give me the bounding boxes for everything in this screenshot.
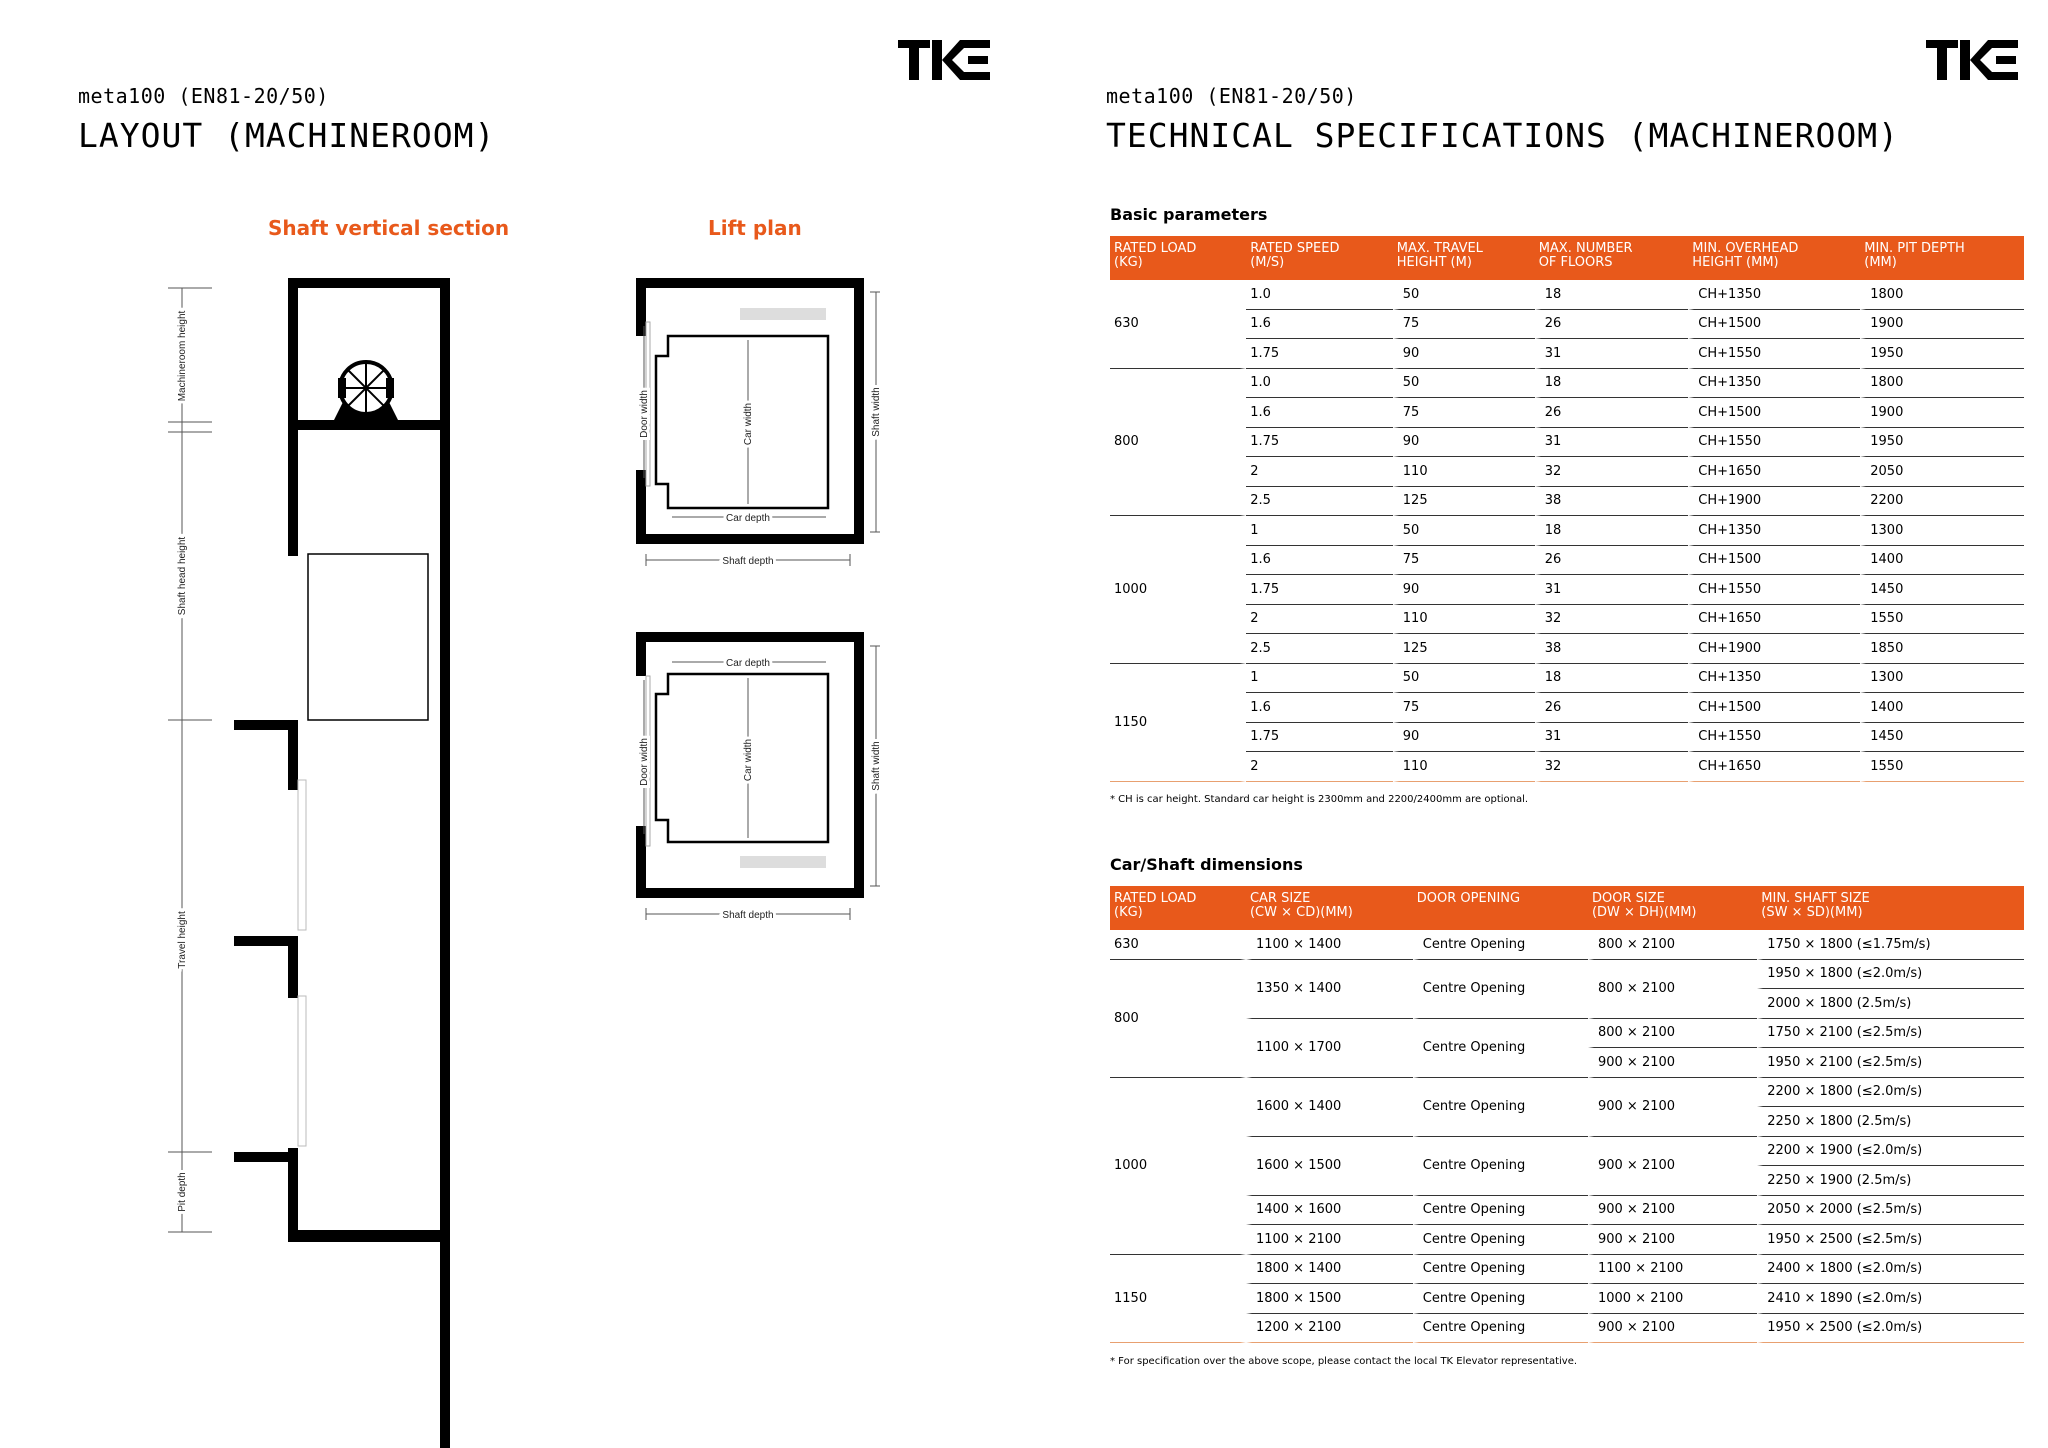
header-line: (KG) [1114, 255, 1143, 270]
shaft-size-cell: 2250 × 1900 (2.5m/s) [1757, 1166, 2024, 1196]
door-opening-cell: Centre Opening [1413, 1019, 1588, 1078]
table-cell: 1300 [1860, 516, 2024, 546]
table-cell: 75 [1393, 398, 1535, 428]
header-line: MIN. OVERHEAD [1692, 241, 1799, 256]
car-size-cell: 1100 × 1700 [1246, 1019, 1413, 1078]
shaft-size-cell: 2200 × 1900 (≤2.0m/s) [1757, 1137, 2024, 1167]
table-row [1110, 1255, 2024, 1285]
shaft-size-cell: 1950 × 2100 (≤2.5m/s) [1757, 1048, 2024, 1078]
table-cell: 1450 [1860, 575, 2024, 605]
table-cell: 125 [1393, 487, 1535, 517]
table-cell: 1.6 [1246, 398, 1393, 428]
plan-top-shaft-depth-label: Shaft depth [722, 556, 774, 567]
header-line: RATED SPEED [1250, 241, 1340, 256]
product-subtitle: meta100 (EN81-20/50) [78, 84, 329, 108]
table-cell: 1.75 [1246, 428, 1393, 458]
header-line: (M/S) [1250, 255, 1285, 270]
table-cell: 2 [1246, 752, 1393, 782]
door-size-cell: 800 × 2100 [1588, 930, 1757, 960]
landing-door-1 [298, 780, 306, 930]
table-row [1110, 339, 2024, 369]
car-size-cell: 1600 × 1500 [1246, 1137, 1413, 1196]
table-row [1110, 960, 2024, 990]
rated-load-cell: 1000 [1110, 516, 1246, 664]
table-cell: 18 [1535, 280, 1689, 310]
table-cell: 1850 [1860, 634, 2024, 664]
door-size-cell: 800 × 2100 [1588, 1019, 1757, 1049]
table-row [1110, 428, 2024, 458]
header-line: (SW × SD)(MM) [1761, 905, 1863, 920]
dims-header-4 [1757, 886, 2024, 930]
door-size-cell: 1000 × 2100 [1588, 1284, 1757, 1314]
table-cell: 1950 [1860, 339, 2024, 369]
header-line: RATED LOAD [1114, 891, 1197, 906]
dims-header-2 [1413, 886, 1588, 930]
table-cell: 18 [1535, 516, 1689, 546]
header-line: RATED LOAD [1114, 241, 1197, 256]
table-cell: CH+1650 [1688, 605, 1860, 635]
table-cell: 110 [1393, 752, 1535, 782]
basic-footnote: * CH is car height. Standard car height is 2300mm and 2200/2400mm are optional. [1110, 794, 1529, 805]
table-cell: CH+1500 [1688, 398, 1860, 428]
table-cell: 1.6 [1246, 310, 1393, 340]
table-row [1110, 1137, 2024, 1167]
door-size-cell: 900 × 2100 [1588, 1225, 1757, 1255]
page-title: TECHNICAL SPECIFICATIONS (MACHINEROOM) [1106, 116, 1899, 155]
car-size-cell: 1100 × 2100 [1246, 1225, 1413, 1255]
car-size-cell: 1800 × 1400 [1246, 1255, 1413, 1285]
table-cell: 1450 [1860, 723, 2024, 753]
car-size-cell: 1400 × 1600 [1246, 1196, 1413, 1226]
table-cell: 18 [1535, 369, 1689, 399]
rated-load-cell: 630 [1110, 930, 1246, 960]
door-size-cell: 900 × 2100 [1588, 1314, 1757, 1344]
header-line: (DW × DH)(MM) [1591, 905, 1697, 920]
door-opening-cell: Centre Opening [1413, 1137, 1588, 1196]
plan-top-car-depth-label: Car depth [726, 513, 770, 524]
dims-header-0 [1110, 886, 1246, 930]
table-cell: 26 [1535, 398, 1689, 428]
table-cell: 1950 [1860, 428, 2024, 458]
table-cell: 1 [1246, 664, 1393, 694]
product-subtitle: meta100 (EN81-20/50) [1106, 84, 1357, 108]
pit-depth-label: Pit depth [177, 1172, 188, 1212]
table-row [1110, 930, 2024, 960]
table-cell: 1.75 [1246, 723, 1393, 753]
table-cell: 50 [1393, 280, 1535, 310]
table-cell: 18 [1535, 664, 1689, 694]
header-line: MAX. TRAVEL [1396, 241, 1483, 256]
table-row [1110, 1225, 2024, 1255]
table-cell: 1900 [1860, 310, 2024, 340]
rated-load-cell: 800 [1110, 369, 1246, 517]
table-cell: CH+1350 [1688, 664, 1860, 694]
table-cell: 31 [1535, 428, 1689, 458]
basic-header-5 [1860, 236, 2024, 280]
shaft-size-cell: 1950 × 2500 (≤2.5m/s) [1757, 1225, 2024, 1255]
header-line: HEIGHT (M) [1396, 255, 1472, 270]
table-cell: CH+1900 [1688, 634, 1860, 664]
door-size-cell: 900 × 2100 [1588, 1078, 1757, 1137]
plan-bottom-door-width-label: Door width [639, 738, 650, 786]
rated-load-cell: 1150 [1110, 664, 1246, 782]
table-cell: 1300 [1860, 664, 2024, 694]
table-cell: 90 [1393, 723, 1535, 753]
table-cell: 38 [1535, 634, 1689, 664]
shaft-size-cell: 2410 × 1890 (≤2.0m/s) [1757, 1284, 2024, 1314]
dims-header-1 [1246, 886, 1413, 930]
table-row [1110, 280, 2024, 310]
header-line: MIN. SHAFT SIZE [1761, 891, 1870, 906]
table-cell: CH+1550 [1688, 575, 1860, 605]
shaft-size-cell: 2050 × 2000 (≤2.5m/s) [1757, 1196, 2024, 1226]
specifications-page [1024, 0, 2048, 1448]
table-cell: CH+1650 [1688, 752, 1860, 782]
lift-car [308, 554, 428, 720]
plan-bottom-shaft-depth-label: Shaft depth [722, 910, 774, 921]
table-cell: 1.0 [1246, 280, 1393, 310]
basic-parameters-title: Basic parameters [1110, 205, 1268, 224]
table-cell: CH+1350 [1688, 516, 1860, 546]
tke-logo [1926, 40, 2018, 80]
page-title: LAYOUT (MACHINEROOM) [78, 116, 496, 155]
header-line: MAX. NUMBER [1538, 241, 1633, 256]
header-line: (KG) [1114, 905, 1143, 920]
table-cell: 2.5 [1246, 487, 1393, 517]
table-cell: 1900 [1860, 398, 2024, 428]
car-size-cell: 1200 × 2100 [1246, 1314, 1413, 1344]
door-opening-cell: Centre Opening [1413, 1314, 1588, 1344]
table-cell: CH+1650 [1688, 457, 1860, 487]
vertical-section-heading: Shaft vertical section [268, 216, 510, 240]
shaft-size-cell: 2400 × 1800 (≤2.0m/s) [1757, 1255, 2024, 1285]
table-cell: CH+1550 [1688, 428, 1860, 458]
door-size-cell: 900 × 2100 [1588, 1196, 1757, 1226]
table-cell: 2.5 [1246, 634, 1393, 664]
table-cell: 110 [1393, 605, 1535, 635]
table-cell: 1 [1246, 516, 1393, 546]
table-cell: 32 [1535, 752, 1689, 782]
dims-footnote: * For specification over the above scope, please contact the local TK Elevator representative. [1110, 1356, 1578, 1367]
table-row [1110, 457, 2024, 487]
basic-parameters-table [1110, 236, 2024, 782]
table-cell: 75 [1393, 546, 1535, 576]
plan-top-door-width-label: Door width [639, 390, 650, 438]
shaft-size-cell: 2200 × 1800 (≤2.0m/s) [1757, 1078, 2024, 1108]
car-size-cell: 1600 × 1400 [1246, 1078, 1413, 1137]
lift-plan-bottom [636, 632, 880, 920]
table-cell: CH+1350 [1688, 280, 1860, 310]
table-cell: 1.75 [1246, 339, 1393, 369]
plan-top-shaft-width-label: Shaft width [871, 387, 882, 437]
table-row [1110, 1019, 2024, 1049]
door-opening-cell: Centre Opening [1413, 1255, 1588, 1285]
table-cell: 110 [1393, 457, 1535, 487]
rated-load-cell: 1000 [1110, 1078, 1246, 1255]
rated-load-cell: 800 [1110, 960, 1246, 1078]
table-row [1110, 310, 2024, 340]
table-row [1110, 693, 2024, 723]
plan-bottom-car-depth-label: Car depth [726, 658, 770, 669]
plan-bottom-car-width-label: Car width [743, 738, 754, 782]
landing-door-2 [298, 996, 306, 1146]
header-line: (MM) [1864, 255, 1897, 270]
basic-header-1 [1246, 236, 1393, 280]
table-cell: 1.6 [1246, 693, 1393, 723]
car-shaft-dimensions-title: Car/Shaft dimensions [1110, 855, 1303, 874]
table-cell: 75 [1393, 693, 1535, 723]
table-row [1110, 1196, 2024, 1226]
header-line: DOOR OPENING [1416, 891, 1521, 906]
table-row [1110, 752, 2024, 782]
table-row [1110, 516, 2024, 546]
rated-load-cell: 1150 [1110, 1255, 1246, 1344]
table-row [1110, 723, 2024, 753]
shaft-size-cell: 2000 × 1800 (2.5m/s) [1757, 989, 2024, 1019]
table-cell: CH+1500 [1688, 546, 1860, 576]
table-cell: CH+1900 [1688, 487, 1860, 517]
table-cell: 32 [1535, 605, 1689, 635]
header-line: CAR SIZE [1249, 891, 1311, 906]
table-cell: 31 [1535, 339, 1689, 369]
header-line: (CW × CD)(MM) [1249, 905, 1353, 920]
table-cell: 90 [1393, 575, 1535, 605]
door-size-cell: 1100 × 2100 [1588, 1255, 1757, 1285]
table-cell: 2 [1246, 605, 1393, 635]
door-opening-cell: Centre Opening [1413, 1196, 1588, 1226]
table-row [1110, 487, 2024, 517]
header-line: MIN. PIT DEPTH [1864, 241, 1965, 256]
table-cell: 90 [1393, 339, 1535, 369]
table-cell: 1800 [1860, 280, 2024, 310]
door-opening-cell: Centre Opening [1413, 1078, 1588, 1137]
table-cell: CH+1500 [1688, 310, 1860, 340]
door-size-cell: 900 × 2100 [1588, 1048, 1757, 1078]
table-cell: 26 [1535, 693, 1689, 723]
table-row [1110, 398, 2024, 428]
table-cell: 1.75 [1246, 575, 1393, 605]
travel-height-label: Travel height [177, 911, 188, 969]
header-line: OF FLOORS [1538, 255, 1613, 270]
table-cell: 31 [1535, 723, 1689, 753]
basic-header-3 [1535, 236, 1689, 280]
shaft-vertical-section [234, 278, 450, 1448]
table-row [1110, 605, 2024, 635]
door-size-cell: 800 × 2100 [1588, 960, 1757, 1019]
door-size-cell: 900 × 2100 [1588, 1137, 1757, 1196]
shaft-size-cell: 1950 × 1800 (≤2.0m/s) [1757, 960, 2024, 990]
door-opening-cell: Centre Opening [1413, 1284, 1588, 1314]
table-cell: 32 [1535, 457, 1689, 487]
shaft-head-height-label: Shaft head height [177, 536, 188, 616]
table-cell: 90 [1393, 428, 1535, 458]
lift-plan-heading: Lift plan [708, 216, 802, 240]
shaft-size-cell: 1750 × 2100 (≤2.5m/s) [1757, 1019, 2024, 1049]
table-cell: 75 [1393, 310, 1535, 340]
door-opening-cell: Centre Opening [1413, 960, 1588, 1019]
table-row [1110, 664, 2024, 694]
table-cell: 50 [1393, 516, 1535, 546]
car-shaft-dimensions-table [1110, 886, 2024, 1343]
shaft-size-cell: 2250 × 1800 (2.5m/s) [1757, 1107, 2024, 1137]
car-size-cell: 1800 × 1500 [1246, 1284, 1413, 1314]
table-cell: 26 [1535, 310, 1689, 340]
table-row [1110, 575, 2024, 605]
table-cell: 1.0 [1246, 369, 1393, 399]
plan-bottom-shaft-width-label: Shaft width [871, 741, 882, 791]
table-cell: 50 [1393, 369, 1535, 399]
basic-header-2 [1393, 236, 1535, 280]
table-row [1110, 1284, 2024, 1314]
table-cell: CH+1350 [1688, 369, 1860, 399]
table-cell: 1550 [1860, 752, 2024, 782]
plan-top-car-width-label: Car width [743, 402, 754, 446]
table-row [1110, 546, 2024, 576]
traction-machine-icon [334, 362, 398, 420]
dims-header-3 [1588, 886, 1757, 930]
vertical-dimension-line [168, 288, 212, 1232]
door-opening-cell: Centre Opening [1413, 1225, 1588, 1255]
table-cell: 2050 [1860, 457, 2024, 487]
machineroom-height-label: Machineroom height [177, 310, 188, 402]
rated-load-cell: 630 [1110, 280, 1246, 369]
door-opening-cell: Centre Opening [1413, 930, 1588, 960]
header-line: DOOR SIZE [1591, 891, 1665, 906]
table-cell: CH+1500 [1688, 693, 1860, 723]
table-cell: 1550 [1860, 605, 2024, 635]
table-cell: 31 [1535, 575, 1689, 605]
table-row [1110, 369, 2024, 399]
table-row [1110, 1314, 2024, 1344]
table-cell: 2 [1246, 457, 1393, 487]
table-cell: 1800 [1860, 369, 2024, 399]
table-cell: 50 [1393, 664, 1535, 694]
car-size-cell: 1100 × 1400 [1246, 930, 1413, 960]
table-cell: 1400 [1860, 546, 2024, 576]
header-line: HEIGHT (MM) [1692, 255, 1779, 270]
car-size-cell: 1350 × 1400 [1246, 960, 1413, 1019]
shaft-size-cell: 1950 × 2500 (≤2.0m/s) [1757, 1314, 2024, 1344]
table-cell: 125 [1393, 634, 1535, 664]
table-cell: 1400 [1860, 693, 2024, 723]
table-cell: 38 [1535, 487, 1689, 517]
table-cell: 1.6 [1246, 546, 1393, 576]
table-cell: CH+1550 [1688, 339, 1860, 369]
table-cell: CH+1550 [1688, 723, 1860, 753]
shaft-size-cell: 1750 × 1800 (≤1.75m/s) [1757, 930, 2024, 960]
basic-header-4 [1688, 236, 1860, 280]
table-row [1110, 634, 2024, 664]
table-cell: 26 [1535, 546, 1689, 576]
table-cell: 2200 [1860, 487, 2024, 517]
table-row [1110, 1078, 2024, 1108]
basic-header-0 [1110, 236, 1246, 280]
pit-frame [288, 1160, 450, 1242]
